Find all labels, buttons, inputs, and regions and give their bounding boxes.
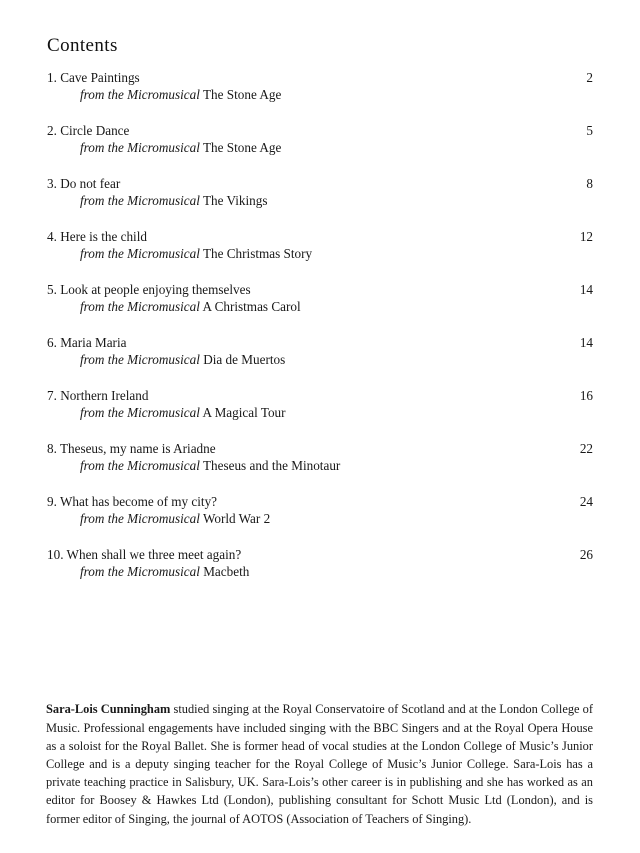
toc-title-row	[47, 70, 593, 85]
toc-entry-source	[80, 458, 593, 473]
toc-entry-title: 9. What has become of my city?	[47, 494, 218, 509]
toc-entry-source-prefix: from the Micromusical	[80, 458, 200, 473]
toc-entry-source-show: A Magical Tour	[199, 405, 286, 420]
toc-entry-title: 3. Do not fear	[47, 176, 121, 191]
toc-entry-source-show: A Christmas Carol	[199, 299, 301, 314]
toc-entry-page-number: 14	[579, 335, 593, 350]
toc-entry-source-show: The Christmas Story	[199, 246, 313, 261]
toc-entry-page-number: 24	[579, 494, 593, 509]
toc-entry-title: 6. Maria Maria	[47, 335, 127, 350]
toc-entry-page-number: 16	[579, 388, 593, 403]
toc-entry-source-prefix: from the Micromusical	[80, 193, 200, 208]
page-title: Contents	[47, 35, 118, 56]
toc-entry-page-number: 8	[586, 176, 593, 191]
toc-entry-source-show: Dia de Muertos	[199, 352, 286, 367]
toc-entry-source-show: Theseus and the Minotaur	[199, 458, 341, 473]
toc-entry[interactable]	[47, 282, 593, 314]
toc-entry-source-prefix: from the Micromusical	[80, 140, 200, 155]
toc-entry[interactable]	[47, 335, 593, 367]
toc-entry-source	[80, 564, 593, 579]
toc-entry-source-prefix: from the Micromusical	[80, 405, 200, 420]
toc-entry[interactable]	[47, 176, 593, 208]
toc-entry-source	[80, 511, 593, 526]
toc-entry-title: 5. Look at people enjoying themselves	[47, 282, 251, 297]
toc-title-row	[47, 494, 593, 509]
toc-entry-source-show: World War 2	[199, 511, 271, 526]
toc-entry[interactable]	[47, 70, 593, 102]
author-biography	[46, 700, 593, 827]
toc-entry-title: 7. Northern Ireland	[47, 388, 149, 403]
toc-entry[interactable]	[47, 123, 593, 155]
toc-entry-title: 10. When shall we three meet again?	[47, 547, 242, 562]
toc-title-row	[47, 176, 593, 191]
toc-entry-source-prefix: from the Micromusical	[80, 352, 200, 367]
toc-title-row	[47, 547, 593, 562]
table-of-contents	[47, 70, 593, 579]
toc-entry-page-number: 22	[579, 441, 593, 456]
toc-entry-source-show: The Stone Age	[199, 140, 282, 155]
toc-entry-title: 4. Here is the child	[47, 229, 147, 244]
toc-title-row	[47, 123, 593, 138]
toc-title-row	[47, 229, 593, 244]
toc-title-row	[47, 388, 593, 403]
toc-entry-source-prefix: from the Micromusical	[80, 564, 200, 579]
toc-entry-page-number: 12	[579, 229, 593, 244]
toc-entry[interactable]	[47, 547, 593, 579]
toc-entry-source-prefix: from the Micromusical	[80, 87, 200, 102]
toc-entry-source-prefix: from the Micromusical	[80, 299, 200, 314]
toc-entry-source	[80, 193, 593, 208]
toc-entry-source	[80, 299, 593, 314]
toc-entry-source-show: Macbeth	[199, 564, 250, 579]
toc-entry[interactable]	[47, 441, 593, 473]
toc-entry-source	[80, 352, 593, 367]
toc-entry-source-show: The Stone Age	[199, 87, 282, 102]
toc-entry-page-number: 26	[579, 547, 593, 562]
toc-entry[interactable]	[47, 494, 593, 526]
toc-entry-title: 2. Circle Dance	[47, 123, 130, 138]
toc-entry-page-number: 5	[586, 123, 593, 138]
toc-entry-source	[80, 87, 593, 102]
toc-entry-source-prefix: from the Micromusical	[80, 511, 200, 526]
toc-entry-source	[80, 140, 593, 155]
toc-entry-page-number: 14	[579, 282, 593, 297]
toc-entry[interactable]	[47, 388, 593, 420]
toc-entry[interactable]	[47, 229, 593, 261]
toc-entry-page-number: 2	[586, 70, 593, 85]
toc-entry-source	[80, 246, 593, 261]
toc-title-row	[47, 282, 593, 297]
toc-title-row	[47, 335, 593, 350]
toc-entry-source-show: The Vikings	[199, 193, 268, 208]
author-bio-text: studied singing at the Royal Conservatoire of Scotland and at the London College of Music. Professional engagements have included singing with the BBC Singers and at the Royal Opera House as a soloist for the Royal Ballet. She is former head of vocal studies at the London College of Music’s Junior College and is a deputy singing teacher for the Royal College of Music’s Junior College. Sara-Lois has a private teaching practice in Salisbury, UK. Sara-Lois’s other career is in publishing and she has worked as an editor for Boosey & Hawkes Ltd (London), publishing consultant for Schott Music Ltd (London), and is former editor of Singing, the journal of AOTOS (Association of Teachers of Singing).	[46, 702, 593, 826]
toc-entry-source	[80, 405, 593, 420]
toc-entry-title: 1. Cave Paintings	[47, 70, 140, 85]
toc-entry-source-prefix: from the Micromusical	[80, 246, 200, 261]
toc-entry-title: 8. Theseus, my name is Ariadne	[47, 441, 216, 456]
author-name: Sara-Lois Cunningham	[46, 702, 171, 717]
toc-title-row	[47, 441, 593, 456]
